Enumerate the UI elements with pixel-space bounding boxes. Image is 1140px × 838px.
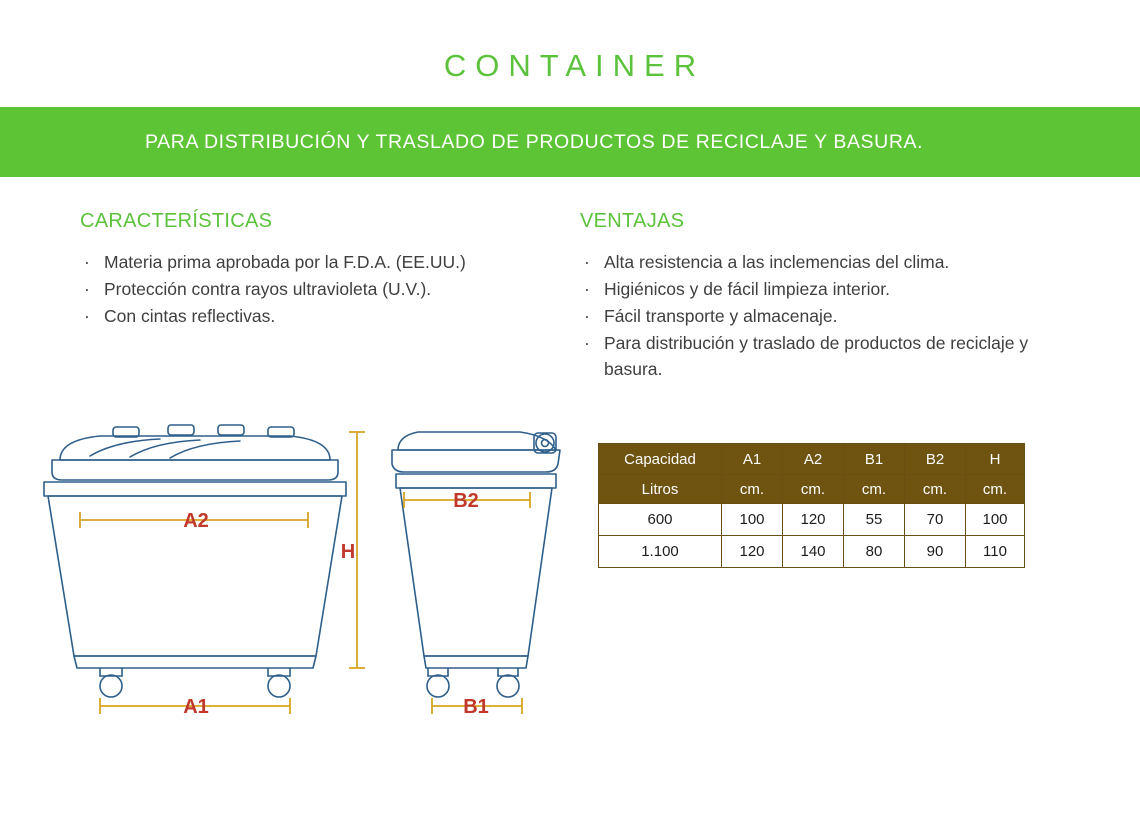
page-title: CONTAINER (443, 48, 706, 83)
dimension-label-h: H (340, 541, 356, 563)
header-h: H (966, 444, 1025, 475)
bullet-dot: · (584, 306, 590, 326)
advantages-column (490, 210, 1050, 383)
header-capacidad: Capacidad (599, 444, 722, 475)
list-item-text: Protección contra rayos ultravioleta (U.V.). (104, 279, 432, 299)
content-columns (0, 210, 1140, 383)
cell-capacidad: 600 (599, 504, 722, 536)
list-item-text: Higiénicos y de fácil limpieza interior. (604, 279, 890, 299)
characteristics-column (0, 210, 490, 383)
header-b1: B1 (844, 444, 905, 475)
bullet-dot: · (84, 252, 90, 272)
unit-h: cm. (966, 475, 1025, 504)
dimension-label-a2: A2 (183, 510, 209, 532)
advantages-heading: VENTAJAS (580, 210, 685, 232)
unit-a1: cm. (722, 475, 783, 504)
list-item (580, 276, 1050, 302)
cell-b1: 55 (844, 504, 905, 536)
cell-b1: 80 (844, 536, 905, 568)
list-item (80, 276, 490, 302)
list-item (80, 303, 490, 329)
list-item-text: Fácil transporte y almacenaje. (604, 306, 838, 326)
unit-b2: cm. (905, 475, 966, 504)
characteristics-heading: CARACTERÍSTICAS (80, 210, 273, 232)
bullet-dot: · (84, 306, 90, 326)
header-a2: A2 (783, 444, 844, 475)
table-row (599, 504, 1025, 536)
container-diagram (0, 410, 600, 770)
list-item (580, 249, 1050, 275)
list-item-text: Con cintas reflectivas. (104, 306, 276, 326)
cell-capacidad: 1.100 (599, 536, 722, 568)
bullet-dot: · (584, 333, 590, 353)
spec-table (598, 443, 1025, 568)
cell-b2: 70 (905, 504, 966, 536)
cell-a1: 100 (722, 504, 783, 536)
cell-a2: 140 (783, 536, 844, 568)
dimension-label-b2: B2 (453, 490, 479, 512)
list-item-text: Materia prima aprobada por la F.D.A. (EE.UU.) (104, 252, 466, 272)
banner-text: PARA DISTRIBUCIÓN Y TRASLADO DE PRODUCTOS DE RECICLAJE Y BASURA. (145, 130, 924, 153)
spec-table-container (598, 443, 1025, 568)
table-units-row (599, 475, 1025, 504)
unit-a2: cm. (783, 475, 844, 504)
dimension-label-b1: B1 (463, 696, 489, 718)
unit-b1: cm. (844, 475, 905, 504)
list-item (580, 330, 1050, 382)
cell-b2: 90 (905, 536, 966, 568)
cell-h: 110 (966, 536, 1025, 568)
cell-a1: 120 (722, 536, 783, 568)
characteristics-list (80, 249, 490, 329)
list-item (580, 303, 1050, 329)
dimension-label-a1: A1 (183, 696, 209, 718)
bullet-dot: · (84, 279, 90, 299)
list-item (80, 249, 490, 275)
bullet-dot: · (584, 252, 590, 272)
table-row (599, 536, 1025, 568)
header-a1: A1 (722, 444, 783, 475)
bullet-dot: · (584, 279, 590, 299)
list-item-text: Para distribución y traslado de productos de reciclaje y basura. (604, 333, 1029, 379)
list-item-text: Alta resistencia a las inclemencias del clima. (604, 252, 950, 272)
banner (0, 107, 1140, 177)
cell-h: 100 (966, 504, 1025, 536)
table-header-row (599, 444, 1025, 475)
unit-litros: Litros (599, 475, 722, 504)
cell-a2: 120 (783, 504, 844, 536)
advantages-list (580, 249, 1050, 382)
header-b2: B2 (905, 444, 966, 475)
